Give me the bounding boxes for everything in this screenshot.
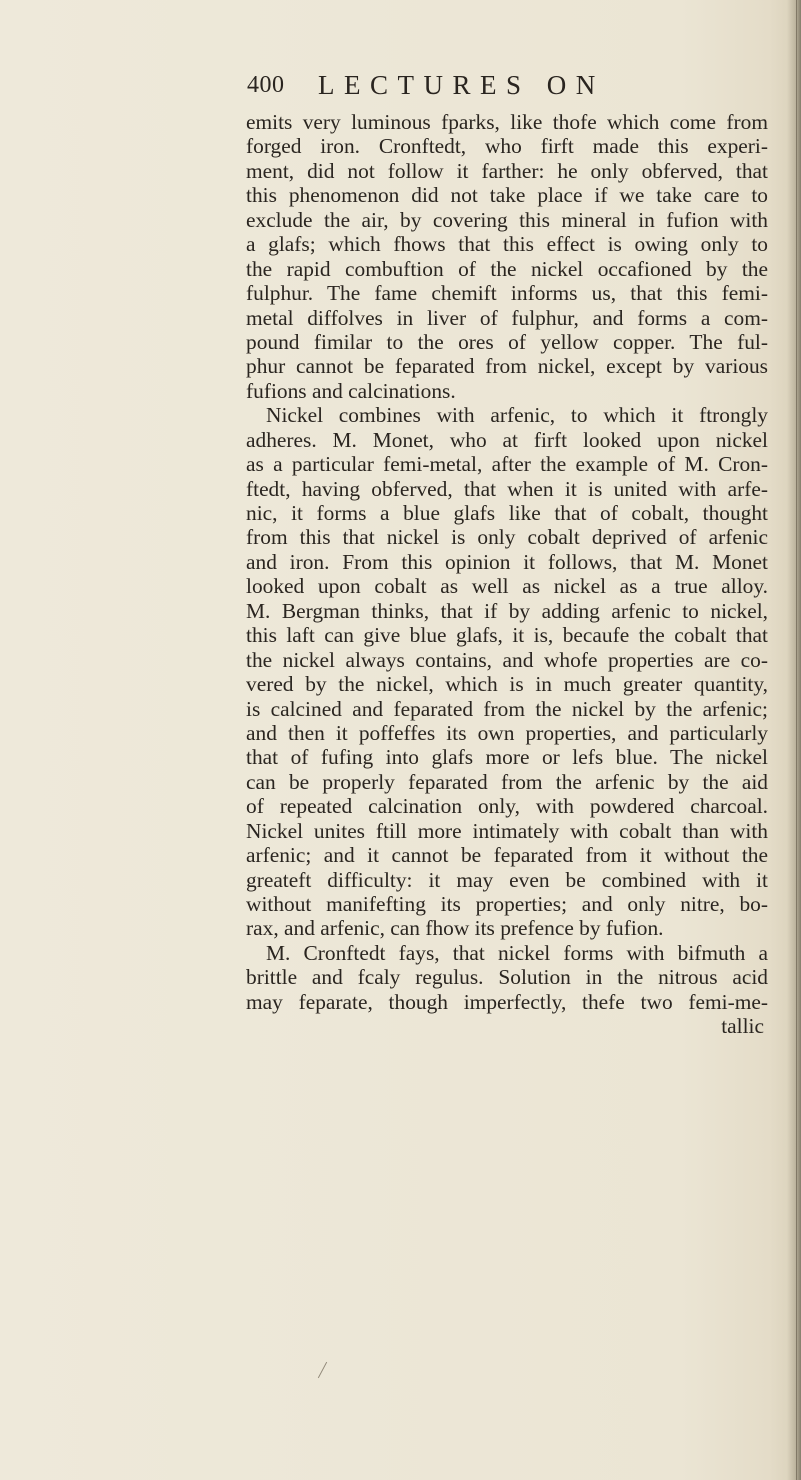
text-line: ment, did not follow it farther: he only obferved, that xyxy=(246,158,768,183)
text-line: may feparate, though imperfectly, thefe two femi-me- xyxy=(246,989,768,1014)
text-line: arfenic; and it cannot be feparated from it without the xyxy=(246,843,768,868)
text-line: M. Bergman thinks, that if by adding arfenic to nickel, xyxy=(246,598,768,623)
text-line: and iron. From this opinion it follows, that M. Monet xyxy=(246,549,768,574)
paragraph-first-line: M. Cronftedt fays, that nickel forms with bifmuth a xyxy=(266,940,768,965)
text-line: fufions and calcinations. xyxy=(246,378,456,403)
text-line: that of fufing into glafs more or lefs blue. The nickel xyxy=(246,745,768,770)
text-line: vered by the nickel, which is in much greater quantity, xyxy=(246,672,768,697)
text-line: adheres. M. Monet, who at firft looked upon nickel xyxy=(246,427,768,452)
text-line: this laft can give blue glafs, it is, becaufe the cobalt that xyxy=(246,623,768,648)
text-line: the rapid combuftion of the nickel occafioned by the xyxy=(246,256,768,281)
text-line: this phenomenon did not take place if we take care to xyxy=(246,183,768,208)
page-header xyxy=(0,70,801,104)
text-line: exclude the air, by covering this mineral in fufion with xyxy=(246,207,768,232)
text-line: fulphur. The fame chemift informs us, that this femi- xyxy=(246,281,768,306)
text-line: emits very luminous fparks, like thofe which come from xyxy=(246,110,768,134)
text-line: can be properly feparated from the arfenic by the aid xyxy=(246,769,768,794)
text-line: from this that nickel is only cobalt deprived of arfenic xyxy=(246,525,768,550)
text-line: ftedt, having obferved, that when it is united with arfe- xyxy=(246,476,768,501)
paragraph-first-line: Nickel combines with arfenic, to which it ftrongly xyxy=(266,403,768,428)
text-line: Nickel unites ftill more intimately with cobalt than with xyxy=(246,818,768,843)
text-line: rax, and arfenic, can fhow its prefence by fufion. xyxy=(246,916,664,941)
catchword: tallic xyxy=(721,1014,764,1039)
text-line: brittle and fcaly regulus. Solution in the nitrous acid xyxy=(246,965,768,990)
text-line: without manifefting its properties; and only nitre, bo- xyxy=(246,892,768,916)
page-number: 400 xyxy=(247,72,285,98)
text-line: greateft difficulty: it may even be combined with it xyxy=(246,867,768,892)
text-line: is calcined and feparated from the nickel by the arfenic; xyxy=(246,696,768,721)
text-line: of repeated calcination only, with powdered charcoal. xyxy=(246,794,768,819)
text-line: as a particular femi-metal, after the example of M. Cron- xyxy=(246,452,768,477)
text-line: and then it poffeffes its own properties, and particularly xyxy=(246,720,768,745)
text-line: the nickel always contains, and whofe properties are co- xyxy=(246,647,768,672)
body-text xyxy=(246,110,768,1040)
text-line: phur cannot be feparated from nickel, except by various xyxy=(246,354,768,379)
text-line: looked upon cobalt as well as nickel as a true alloy. xyxy=(246,574,768,599)
page-edge-shadow xyxy=(787,0,801,1480)
text-line: pound fimilar to the ores of yellow copper. The ful- xyxy=(246,329,768,354)
text-line: metal diffolves in liver of fulphur, and forms a com- xyxy=(246,305,768,330)
text-line: nic, it forms a blue glafs like that of cobalt, thought xyxy=(246,501,768,525)
text-line: a glafs; which fhows that this effect is owing only to xyxy=(246,232,768,257)
text-line: forged iron. Cronftedt, who firft made this experi- xyxy=(246,134,768,159)
running-head: LECTURES ON xyxy=(318,70,605,100)
catchword-row xyxy=(246,1014,768,1040)
page-edge-line xyxy=(796,0,797,1480)
